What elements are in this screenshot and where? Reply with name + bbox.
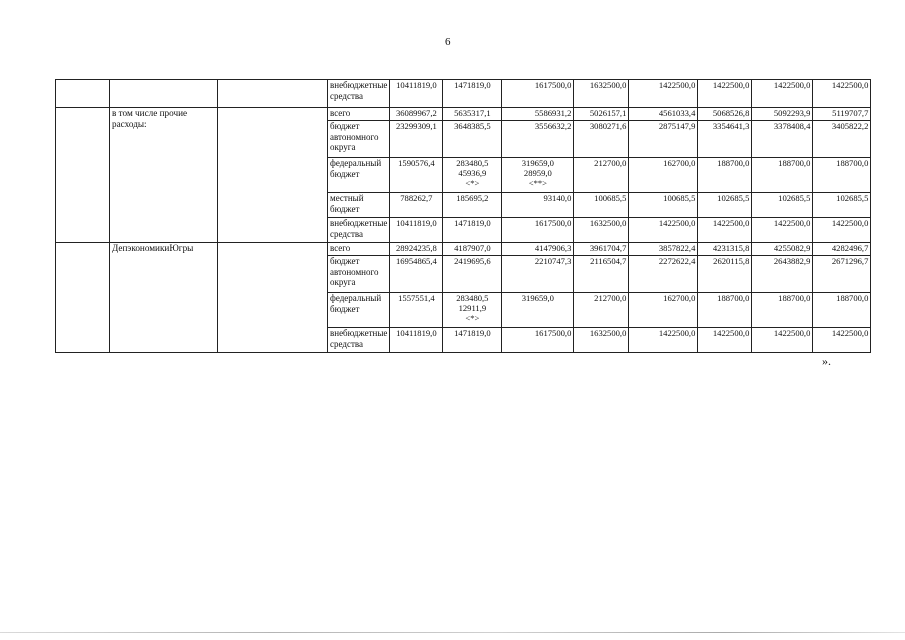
value-cell: 2419695,6 [443,256,502,293]
closing-quote-mark: ». [822,354,831,368]
value-cell: 1557551,4 [390,293,443,328]
value-cell [443,158,502,193]
value-cell: 1590576,4 [390,158,443,193]
value-cell: 1422500,0 [698,218,752,243]
value-main: 319659,0 [521,158,554,168]
footnote-marker: <*> [465,178,480,189]
table-row [56,108,871,121]
value-cell: 1422500,0 [813,80,871,108]
value-cell: 100685,5 [574,193,629,218]
value-cell: 93140,0 [502,193,574,218]
empty-cell [56,108,110,243]
value-cell: 185695,2 [443,193,502,218]
empty-cell [218,80,328,108]
empty-cell [56,80,110,108]
value-cell: 1617500,0 [502,218,574,243]
value-cell: 5026157,1 [574,108,629,121]
value-note: 28959,0 [523,168,552,179]
row-group-name: в том числе прочие расходы: [110,108,218,243]
value-cell: 3405822,2 [813,121,871,158]
value-cell: 162700,0 [629,293,698,328]
value-cell: 5635317,1 [443,108,502,121]
value-cell: 188700,0 [698,293,752,328]
row-category: бюджет автономного округа [328,121,390,158]
value-cell: 4147906,3 [502,243,574,256]
value-cell: 2272622,4 [629,256,698,293]
table-row [56,243,871,256]
value-cell: 1422500,0 [813,328,871,353]
row-group-name: ДепэкономикиЮгры [110,243,218,353]
value-cell: 5092293,9 [752,108,813,121]
budget-table [55,79,871,353]
value-cell: 1422500,0 [629,80,698,108]
value-cell: 162700,0 [629,158,698,193]
value-cell: 3378408,4 [752,121,813,158]
row-category: федеральный бюджет [328,158,390,193]
value-cell: 2643882,9 [752,256,813,293]
value-cell: 188700,0 [698,158,752,193]
row-category: внебюджетные средства [328,80,390,108]
value-cell: 1422500,0 [752,80,813,108]
value-cell: 3857822,4 [629,243,698,256]
value-cell: 10411819,0 [390,218,443,243]
value-cell: 212700,0 [574,158,629,193]
value-cell [502,158,574,193]
value-main: 283480,5 [456,158,489,168]
value-cell: 2620115,8 [698,256,752,293]
value-cell: 102685,5 [752,193,813,218]
value-cell: 3961704,7 [574,243,629,256]
value-cell: 5068526,8 [698,108,752,121]
value-cell: 10411819,0 [390,80,443,108]
value-cell: 36089967,2 [390,108,443,121]
value-cell: 3354641,3 [698,121,752,158]
row-category: федеральный бюджет [328,293,390,328]
value-cell: 2116504,7 [574,256,629,293]
scan-artifact-line [0,632,905,633]
value-cell: 2875147,9 [629,121,698,158]
value-note: 12911,9 [458,303,487,314]
value-cell: 1422500,0 [698,80,752,108]
row-category: внебюджетные средства [328,328,390,353]
value-cell: 188700,0 [752,293,813,328]
value-cell: 3556632,2 [502,121,574,158]
value-cell: 1471819,0 [443,80,502,108]
page-number: 6 [445,36,451,48]
value-cell: 188700,0 [813,158,871,193]
row-group-name [110,80,218,108]
row-category: внебюджетные средства [328,218,390,243]
value-cell: 10411819,0 [390,328,443,353]
table-row [56,80,871,108]
row-category: всего [328,108,390,121]
value-cell: 1617500,0 [502,328,574,353]
value-cell: 1471819,0 [443,328,502,353]
value-cell: 1632500,0 [574,80,629,108]
value-cell: 23299309,1 [390,121,443,158]
value-cell: 28924235,8 [390,243,443,256]
footnote-marker: <**> [528,178,548,189]
value-cell: 1422500,0 [629,328,698,353]
value-note: 45936,9 [458,168,487,179]
value-cell: 1422500,0 [813,218,871,243]
empty-cell [218,243,328,353]
value-cell: 788262,7 [390,193,443,218]
value-cell: 1422500,0 [629,218,698,243]
value-cell: 1422500,0 [752,328,813,353]
value-cell: 1422500,0 [752,218,813,243]
footnote-marker: <*> [465,313,480,324]
empty-cell [218,108,328,243]
value-cell: 1632500,0 [574,328,629,353]
value-cell: 3080271,6 [574,121,629,158]
value-cell: 4282496,7 [813,243,871,256]
value-cell: 5119707,7 [813,108,871,121]
value-cell: 2210747,3 [502,256,574,293]
row-category: бюджет автономного округа [328,256,390,293]
value-cell: 16954865,4 [390,256,443,293]
empty-cell [56,243,110,353]
row-category: всего [328,243,390,256]
value-cell: 102685,5 [698,193,752,218]
value-cell: 188700,0 [813,293,871,328]
value-cell: 4187907,0 [443,243,502,256]
value-cell: 212700,0 [574,293,629,328]
value-cell: 1422500,0 [698,328,752,353]
value-cell: 4231315,8 [698,243,752,256]
value-cell [443,293,502,328]
value-main: 283480,5 [456,293,489,303]
value-cell: 5586931,2 [502,108,574,121]
value-cell: 102685,5 [813,193,871,218]
row-category: местный бюджет [328,193,390,218]
value-cell: 3648385,5 [443,121,502,158]
value-cell: 188700,0 [752,158,813,193]
value-cell: 1471819,0 [443,218,502,243]
value-cell: 1617500,0 [502,80,574,108]
value-cell: 2671296,7 [813,256,871,293]
value-cell: 1632500,0 [574,218,629,243]
value-cell: 319659,0 [502,293,574,328]
value-cell: 4561033,4 [629,108,698,121]
value-cell: 4255082,9 [752,243,813,256]
value-cell: 100685,5 [629,193,698,218]
